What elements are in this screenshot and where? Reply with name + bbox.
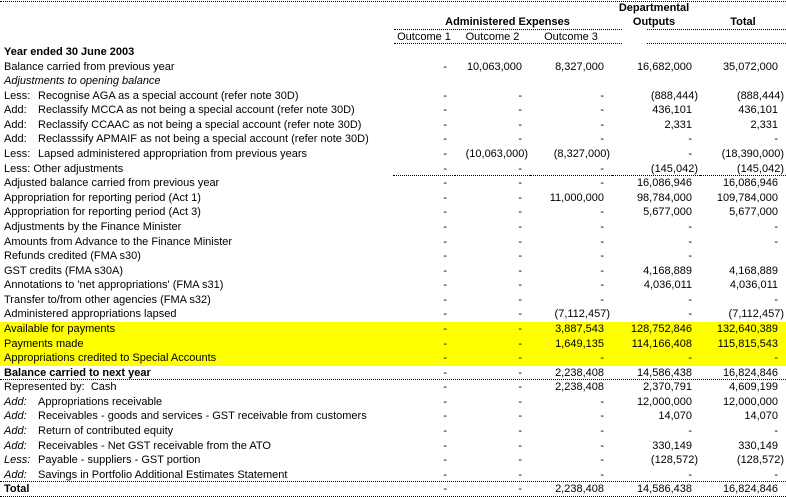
departmental-outputs-cell: (888,444) [650, 89, 698, 102]
row-prefix: Add: [4, 133, 27, 146]
outcome-1-cell: - [443, 118, 447, 131]
outcome-3-cell: 1,649,135 [555, 337, 604, 350]
outcome-1-cell: - [443, 352, 447, 365]
outcome-3-cell: 11,000,000 [549, 191, 604, 204]
outcome-3-cell [530, 45, 612, 60]
outcome-1-cell: - [443, 395, 447, 408]
row-label: Total [4, 483, 30, 496]
row-prefix: Add: [4, 439, 27, 452]
total-cell: 5,677,000 [729, 206, 778, 219]
total-cell: - [774, 293, 778, 306]
outcome-1-cell: - [443, 220, 447, 233]
outcome-1-cell: - [393, 162, 455, 177]
table-row [0, 409, 786, 424]
total-cell: 2,331 [750, 118, 778, 131]
row-label: Available for payments [4, 322, 116, 335]
departmental-outputs-cell: - [688, 235, 692, 248]
column-header-outcome-3: Outcome 3 [544, 31, 598, 43]
outcome-2-cell: (10,063,000) [465, 148, 528, 161]
outcome-3-cell: - [600, 293, 604, 306]
row-label-text: Receivables - Net GST receivable from the ATO [38, 439, 271, 452]
departmental-outputs-cell: - [688, 250, 692, 263]
outcome-3-cell: - [600, 206, 604, 219]
departmental-outputs-cell: 2,331 [664, 118, 692, 131]
outcome-3-cell: - [600, 220, 604, 233]
outcome-3-cell: - [600, 89, 604, 102]
row-label-text: Appropriations receivable [38, 395, 163, 408]
outcome-1-cell: - [443, 250, 447, 263]
row-label-text: Reclassify CCAAC as not being a special account (refer note 30D) [38, 118, 362, 131]
departmental-outputs-cell: 5,677,000 [643, 206, 692, 219]
departmental-outputs-cell: 436,101 [652, 104, 692, 117]
table-row [0, 468, 786, 483]
total-cell: 4,168,889 [729, 264, 778, 277]
row-label: Represented by: Cash [4, 381, 117, 394]
row-label: Adjustments by the Finance Minister [4, 220, 182, 233]
departmental-outputs-cell: 98,784,000 [636, 191, 692, 204]
outcome-1-cell: - [443, 104, 447, 117]
outcome-3-cell: - [600, 133, 604, 146]
table-row [0, 307, 786, 322]
total-cell: - [774, 468, 778, 481]
row-label-text: Payable - suppliers - GST portion [38, 454, 201, 467]
outcome-3-cell: - [600, 410, 604, 423]
outcome-3-cell: - [600, 235, 604, 248]
departmental-outputs-cell: 16,086,946 [636, 177, 692, 190]
outcome-2-cell: - [518, 366, 522, 379]
total-cell: - [774, 425, 778, 438]
outcome-2-cell: - [518, 177, 522, 190]
table-row [0, 74, 786, 89]
departmental-outputs-cell [612, 45, 700, 60]
table-row [0, 351, 786, 366]
row-label-text: Savings in Portfolio Additional Estimates Statement [38, 468, 288, 481]
outcome-3-cell: - [600, 104, 604, 117]
row-label: Amounts from Advance to the Finance Minister [4, 235, 233, 248]
total-cell: 16,086,946 [722, 177, 778, 190]
row-label: Refunds credited (FMA s30) [4, 250, 141, 263]
outcome-3-cell: - [600, 395, 604, 408]
outcome-3-cell: - [600, 468, 604, 481]
departmental-outputs-cell: 14,586,438 [636, 366, 692, 379]
outcome-1-cell: - [443, 425, 447, 438]
table-row [0, 132, 786, 147]
total-cell: 436,101 [738, 104, 778, 117]
row-prefix: Add: [4, 410, 27, 423]
row-label [0, 453, 393, 468]
row-label [0, 468, 393, 482]
outcome-2-cell: - [518, 279, 522, 292]
outcome-1-cell [393, 74, 455, 89]
row-label-text: Receivables - goods and services - GST receivable from customers [38, 410, 367, 423]
total-cell: (128,572) [736, 454, 784, 467]
departmental-outputs-cell: (145,042) [612, 162, 700, 177]
row-label: Balance carried from previous year [4, 60, 175, 73]
departmental-outputs-cell: 14,070 [658, 410, 692, 423]
outcome-3-cell: (8,327,000) [553, 148, 610, 161]
departmental-outputs-cell: 14,586,438 [636, 483, 692, 496]
row-label [0, 439, 393, 454]
table-body [0, 45, 786, 497]
departmental-outputs-cell: 4,036,011 [643, 279, 692, 292]
outcome-1-cell: - [443, 454, 447, 467]
outcome-1-cell: - [443, 308, 447, 321]
outcome-2-cell: - [518, 118, 522, 131]
outcome-2-cell: - [518, 425, 522, 438]
total-cell: 35,072,000 [722, 60, 778, 73]
outcome-3-cell: - [600, 439, 604, 452]
total-cell: 16,824,846 [722, 483, 778, 496]
outcome-1-cell: - [443, 337, 447, 350]
outcome-1-cell: - [443, 264, 447, 277]
column-header-outcome-2: Outcome 2 [465, 31, 520, 43]
outcome-1-cell: - [443, 177, 447, 190]
outcome-2-cell: - [518, 89, 522, 102]
total-cell: - [774, 352, 778, 365]
outcome-1-cell: - [443, 133, 447, 146]
total-cell: - [774, 235, 778, 248]
outcome-1-cell: - [443, 468, 447, 481]
outcome-3-cell: 2,238,408 [555, 366, 604, 379]
departmental-outputs-cell: - [688, 468, 692, 481]
total-cell: - [774, 133, 778, 146]
row-prefix: Add: [4, 468, 27, 481]
outcome-3-cell: - [600, 264, 604, 277]
total-cell: 109,784,000 [716, 191, 778, 204]
row-label: Balance carried to next year [4, 366, 151, 379]
outcome-1-cell: - [443, 206, 447, 219]
outcome-1-cell: - [443, 89, 447, 102]
total-cell: 12,000,000 [722, 395, 778, 408]
outcome-3-cell: 8,327,000 [555, 60, 604, 73]
outcome-1-cell: - [443, 191, 447, 204]
outcome-3-cell: - [600, 454, 604, 467]
outcome-2-cell: - [518, 264, 522, 277]
outcome-2-cell: - [518, 104, 522, 117]
column-header-total: Total [730, 16, 756, 28]
column-header-administered-expenses: Administered Expenses [445, 16, 570, 28]
column-header-outputs: Outputs [632, 16, 676, 28]
total-cell: 115,815,543 [717, 337, 778, 350]
departmental-outputs-cell [612, 74, 700, 89]
row-prefix: Less: [4, 148, 31, 161]
outcome-2-cell: - [518, 483, 522, 496]
table-row [0, 162, 786, 177]
departmental-outputs-cell: 16,682,000 [636, 60, 692, 73]
row-label [0, 409, 393, 424]
row-label: Year ended 30 June 2003 [4, 46, 135, 58]
row-prefix: Add: [4, 395, 27, 408]
row-label-text: Return of contributed equity [38, 425, 174, 438]
outcome-2-cell: - [518, 381, 522, 394]
outcome-2-cell: - [518, 337, 522, 350]
total-cell: 4,036,011 [729, 279, 778, 292]
row-prefix: Add: [4, 104, 27, 117]
outcome-3-cell: (7,112,457) [554, 308, 610, 321]
departmental-outputs-cell: 114,166,408 [631, 337, 692, 350]
row-label-text: Lapsed administered appropriation from previous years [38, 148, 308, 161]
table-row [0, 293, 786, 308]
row-label [0, 132, 393, 147]
outcome-3-cell: - [600, 250, 604, 263]
outcome-2-cell: - [518, 308, 522, 321]
row-label [0, 103, 393, 118]
total-cell: - [774, 220, 778, 233]
row-prefix: Less: [4, 89, 31, 102]
departmental-outputs-cell: - [688, 308, 692, 321]
departmental-outputs-cell: - [688, 133, 692, 146]
departmental-outputs-cell: 12,000,000 [636, 395, 692, 408]
outcome-2-cell: - [518, 133, 522, 146]
departmental-outputs-cell: 4,168,889 [643, 264, 692, 277]
table-row [0, 482, 786, 497]
row-label: Appropriation for reporting period (Act 1) [4, 191, 201, 204]
row-prefix: Less: [4, 454, 31, 467]
row-prefix: Add: [4, 425, 27, 438]
table-row [0, 453, 786, 468]
row-label [0, 118, 393, 133]
table-row [0, 395, 786, 410]
header-rule-departmental-total-2 [647, 43, 786, 44]
outcome-2-cell: - [518, 220, 522, 233]
row-label: Payments made [4, 337, 84, 350]
outcome-3-cell: 2,238,408 [555, 483, 604, 496]
row-label: Appropriation for reporting period (Act 3) [4, 206, 201, 219]
outcome-2-cell: - [518, 454, 522, 467]
row-label-text: Reclassify MCCA as not being a special account (refer note 30D) [38, 104, 355, 117]
outcome-3-cell: - [600, 118, 604, 131]
table-row [0, 205, 786, 220]
header-rule-outcomes [394, 43, 622, 44]
departmental-outputs-cell: 128,752,846 [630, 322, 692, 335]
total-cell: 16,824,846 [722, 366, 778, 379]
departmental-outputs-cell: - [688, 293, 692, 306]
departmental-outputs-cell: - [688, 352, 692, 365]
outcome-3-cell: - [600, 425, 604, 438]
outcome-3-cell: - [600, 279, 604, 292]
row-label: Transfer to/from other agencies (FMA s32) [4, 293, 211, 306]
row-label [0, 89, 393, 104]
table-row [0, 60, 786, 75]
row-prefix: Add: [4, 118, 27, 131]
header-rule-administered [394, 29, 622, 30]
table-row [0, 278, 786, 293]
outcome-1-cell: - [443, 235, 447, 248]
row-label: Less: Other adjustments [4, 162, 124, 175]
total-cell [700, 74, 786, 89]
outcome-3-cell: 2,238,408 [555, 381, 604, 394]
outcome-2-cell: - [518, 322, 522, 335]
row-label [0, 395, 393, 410]
outcome-3-cell: 3,887,543 [555, 322, 604, 335]
outcome-2-cell: - [518, 468, 522, 481]
outcome-2-cell: - [518, 206, 522, 219]
column-header-outcome-1: Outcome 1 [397, 31, 451, 43]
outcome-2-cell [455, 45, 530, 60]
table-row [0, 220, 786, 235]
table-row [0, 235, 786, 250]
header-rule-departmental-total [647, 29, 786, 30]
total-cell: (888,444) [736, 89, 784, 102]
outcome-2-cell: - [518, 293, 522, 306]
table-row [0, 322, 786, 337]
outcome-3-cell: - [600, 177, 604, 190]
total-cell: (18,390,000) [721, 148, 784, 161]
outcome-3-cell [530, 74, 612, 89]
outcome-1-cell: - [443, 483, 447, 496]
table-row [0, 176, 786, 191]
outcome-1-cell: - [443, 410, 447, 423]
total-cell: 132,640,389 [716, 322, 778, 335]
outcome-2-cell [455, 74, 530, 89]
row-label: Adjusted balance carried from previous year [4, 177, 220, 190]
outcome-1-cell: - [443, 60, 447, 73]
outcome-2-cell: - [518, 250, 522, 263]
table-row [0, 89, 786, 104]
total-cell [700, 249, 786, 264]
row-label [0, 147, 393, 162]
row-label-text: Reclasssify APMAIF as not being a special account (refer note 30D) [38, 133, 369, 146]
table-row [0, 191, 786, 206]
table-row [0, 103, 786, 118]
outcome-2-cell: - [518, 395, 522, 408]
row-label [0, 424, 393, 439]
outcome-1-cell [393, 45, 455, 60]
total-cell: (145,042) [700, 162, 786, 177]
departmental-outputs-cell: (128,572) [650, 454, 698, 467]
outcome-1-cell: - [443, 148, 447, 161]
outcome-2-cell: - [518, 191, 522, 204]
total-cell: 14,070 [744, 410, 778, 423]
table-row [0, 337, 786, 352]
table-row [0, 439, 786, 454]
table-row [0, 366, 786, 381]
outcome-2-cell: - [518, 235, 522, 248]
outcome-2-cell: - [518, 439, 522, 452]
departmental-outputs-cell: 2,370,791 [643, 381, 692, 394]
total-cell: 330,149 [738, 439, 778, 452]
table-row [0, 424, 786, 439]
outcome-1-cell: - [443, 279, 447, 292]
outcome-3-cell: - [530, 162, 612, 177]
table-row [0, 118, 786, 133]
table-row [0, 380, 786, 395]
table-row [0, 45, 786, 60]
total-cell: 4,609,199 [729, 381, 778, 394]
row-label: Adjustments to opening balance [4, 75, 161, 88]
outcome-1-cell: - [443, 322, 447, 335]
row-label: Appropriations credited to Special Accounts [4, 352, 217, 365]
departmental-outputs-cell: 330,149 [652, 439, 692, 452]
departmental-outputs-cell: - [688, 220, 692, 233]
outcome-1-cell: - [443, 366, 447, 379]
row-label: Annotations to 'net appropriations' (FMA s31) [4, 279, 224, 292]
column-header-departmental: Departmental [618, 2, 690, 14]
total-cell [700, 45, 786, 60]
outcome-2-cell: 10,063,000 [466, 60, 522, 73]
outcome-2-cell: - [455, 162, 530, 177]
table-row [0, 147, 786, 162]
table-row [0, 249, 786, 264]
outcome-2-cell: - [518, 410, 522, 423]
departmental-outputs-cell: - [688, 148, 692, 161]
row-label: Administered appropriations lapsed [4, 308, 177, 321]
row-label-text: Recognise AGA as a special account (refer note 30D) [38, 89, 299, 102]
outcome-3-cell: - [600, 352, 604, 365]
outcome-1-cell: - [443, 439, 447, 452]
outcome-2-cell: - [518, 352, 522, 365]
departmental-outputs-cell: - [688, 425, 692, 438]
outcome-1-cell: - [443, 293, 447, 306]
outcome-1-cell: - [443, 381, 447, 394]
table-row [0, 264, 786, 279]
row-label: GST credits (FMA s30A) [4, 264, 123, 277]
total-cell: (7,112,457) [728, 308, 784, 321]
